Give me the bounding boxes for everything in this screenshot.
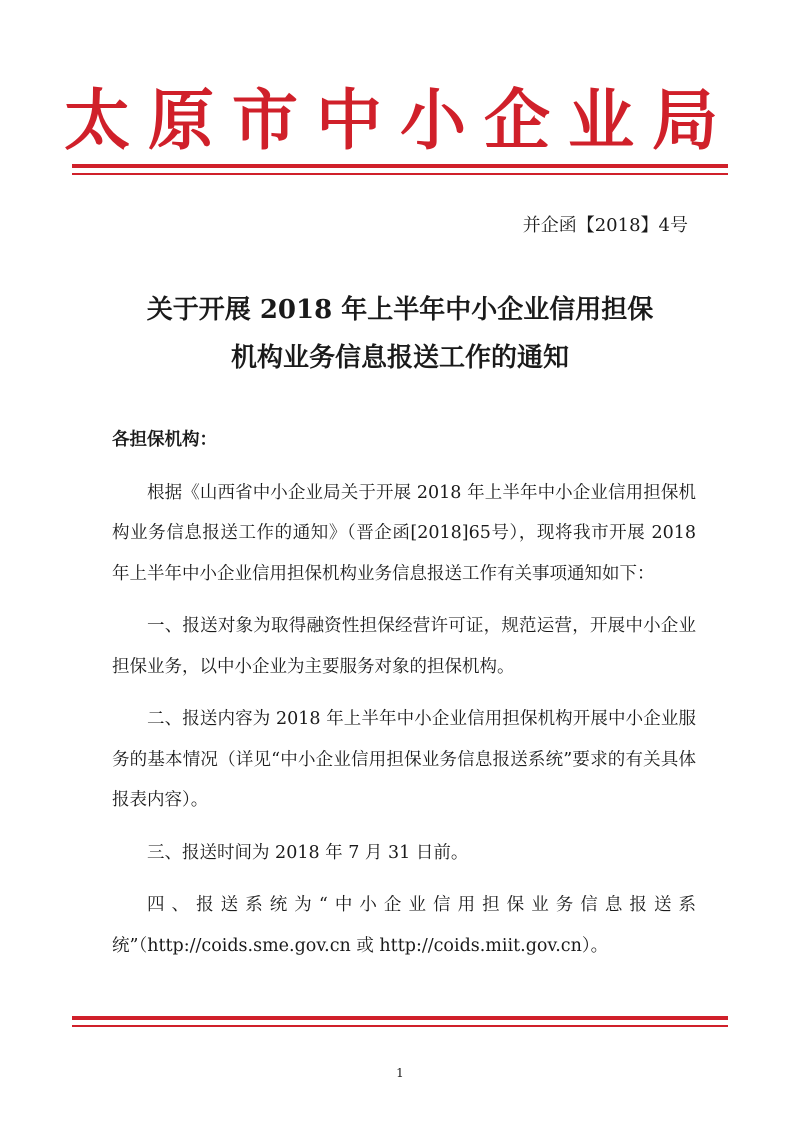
paragraph-item-3: 三、报送时间为 2018 年 7 月 31 日前。 — [147, 842, 469, 863]
page-number: 1 — [396, 1066, 404, 1080]
footer-red-rule-thin — [72, 1025, 728, 1027]
salutation: 各担保机构： — [112, 430, 217, 450]
document-body — [112, 420, 696, 978]
agency-title: 太原市中小企业局 — [64, 81, 736, 159]
footer-red-rule-thick — [72, 1016, 728, 1020]
document-title-line-2: 机构业务信息报送工作的通知 — [230, 343, 569, 373]
paragraph-item-1: 一、报送对象为取得融资性担保经营许可证，规范运营，开展中小企业担保业务，以中小企业为主要服务对象的担保机构。 — [112, 616, 696, 677]
header-red-rule-thin — [72, 173, 728, 175]
document-title-line-1: 关于开展 2018 年上半年中小企业信用担保 — [146, 295, 654, 325]
paragraph-item-2: 二、报送内容为 2018 年上半年中小企业信用担保机构开展中小企业服务的基本情况（详见“中小企业信用担保业务信息报送系统”要求的有关具体报表内容）。 — [112, 709, 696, 810]
document-number: 并企函【2018】4号 — [522, 215, 688, 236]
document-title — [0, 286, 800, 382]
paragraph-intro: 根据《山西省中小企业局关于开展 2018 年上半年中小企业信用担保机构业务信息报送工作的通知》（晋企函[2018]65号），现将我市开展 2018 年上半年中小企业信用担保机构业务信息报送工作有关事项通知如下： — [112, 482, 696, 584]
paragraph-item-4: 四、报送系统为“中小企业信用担保业务信息报送系统”（http://coids.sme.gov.cn 或 http://coids.miit.gov.cn）。 — [112, 895, 696, 956]
header-red-rule-thick — [72, 164, 728, 168]
